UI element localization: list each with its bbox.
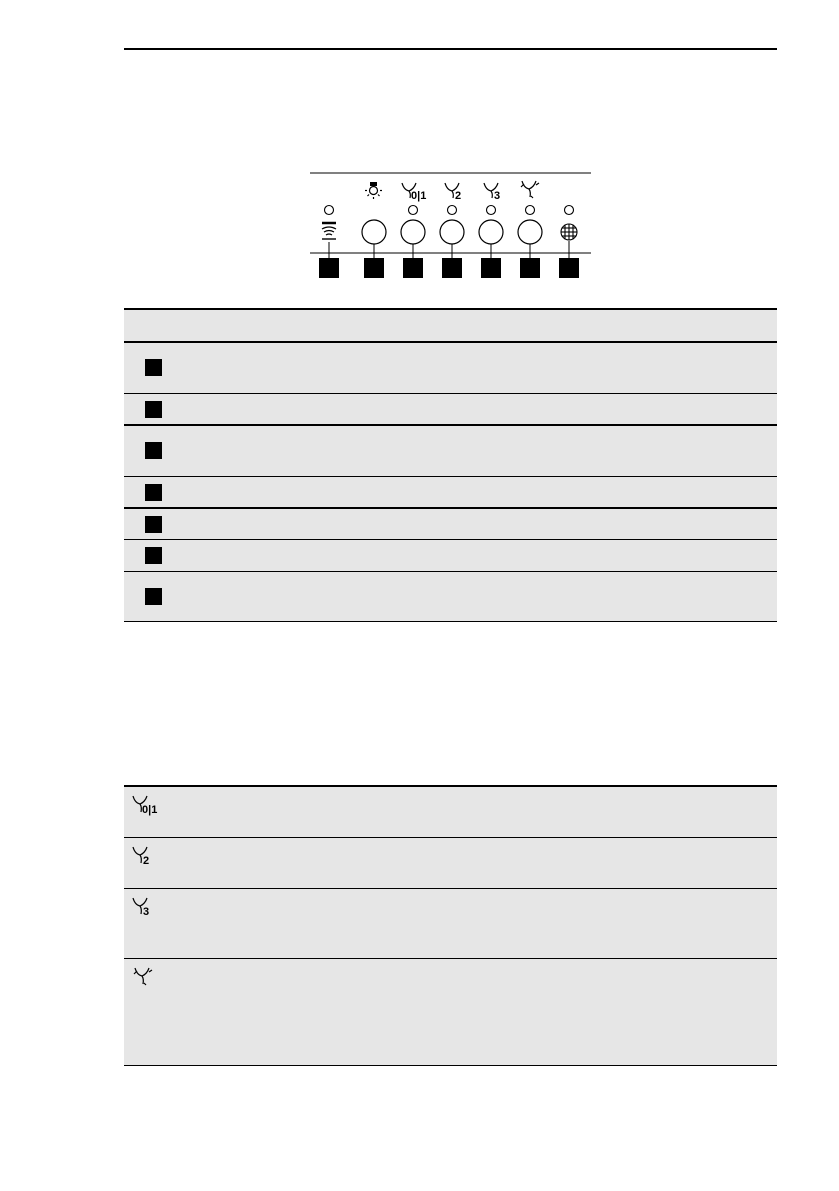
table-header-row: [124, 310, 777, 343]
callout-marker: [364, 258, 384, 278]
control-marker: [145, 588, 162, 605]
control-marker: [145, 401, 162, 418]
svg-text:3: 3: [494, 190, 501, 202]
table-row: [124, 540, 777, 572]
table-row: [124, 477, 777, 509]
table-row: [124, 959, 777, 1066]
fan-boost-button[interactable]: [518, 220, 542, 244]
table-row: [124, 572, 777, 622]
table-row: [124, 394, 777, 426]
callout-marker: [442, 258, 462, 278]
fan-boost-icon: [521, 181, 539, 198]
fan-speed-3-button[interactable]: [479, 220, 503, 244]
hob-to-hood-connection-icon: [322, 223, 336, 239]
table-row: [124, 426, 777, 477]
control-marker: [145, 359, 162, 376]
svg-text:3: 3: [143, 906, 150, 918]
table-row: [124, 509, 777, 540]
page-top-rule: [124, 48, 777, 50]
table-row: [124, 889, 777, 959]
fan-speed-2-icon: [445, 183, 461, 202]
control-marker: [145, 484, 162, 501]
control-panel-diagram: [310, 172, 591, 282]
control-panel-drawing: [310, 172, 591, 282]
fan-speed-2-icon: [132, 845, 166, 867]
callout-marker: [520, 258, 540, 278]
control-marker: [145, 516, 162, 533]
indicator-light: [325, 206, 334, 215]
svg-text:0|1: 0|1: [411, 190, 427, 202]
fan-speed-0-1-icon: [402, 183, 426, 202]
table-row: [124, 343, 777, 394]
callout-marker: [559, 258, 579, 278]
indicator-light: [487, 206, 496, 215]
fan-speed-3-icon: [132, 896, 166, 918]
indicator-light: [448, 206, 457, 215]
indicator-lights: [325, 206, 574, 215]
fan-speed-0-1-icon: [132, 794, 166, 816]
control-marker: [145, 547, 162, 564]
control-description-table: [124, 308, 777, 622]
fan-speed-0-1-button[interactable]: [401, 220, 425, 244]
light-button[interactable]: [362, 220, 386, 244]
filter-icon: [561, 224, 577, 240]
table-row: [124, 838, 777, 889]
callout-marker: [481, 258, 501, 278]
svg-text:0|1: 0|1: [142, 804, 158, 816]
svg-text:2: 2: [143, 855, 150, 867]
control-marker: [145, 442, 162, 459]
table-row: [124, 787, 777, 838]
fan-speed-3-icon: [484, 183, 500, 202]
callout-marker: [403, 258, 423, 278]
light-icon: [365, 182, 382, 199]
svg-text:2: 2: [455, 190, 462, 202]
fan-speed-2-button[interactable]: [440, 220, 464, 244]
callout-marker: [319, 258, 339, 278]
fan-speed-table: [124, 785, 777, 1066]
indicator-light: [565, 206, 574, 215]
indicator-light: [526, 206, 535, 215]
fan-boost-icon: [132, 966, 166, 988]
indicator-light: [409, 206, 418, 215]
